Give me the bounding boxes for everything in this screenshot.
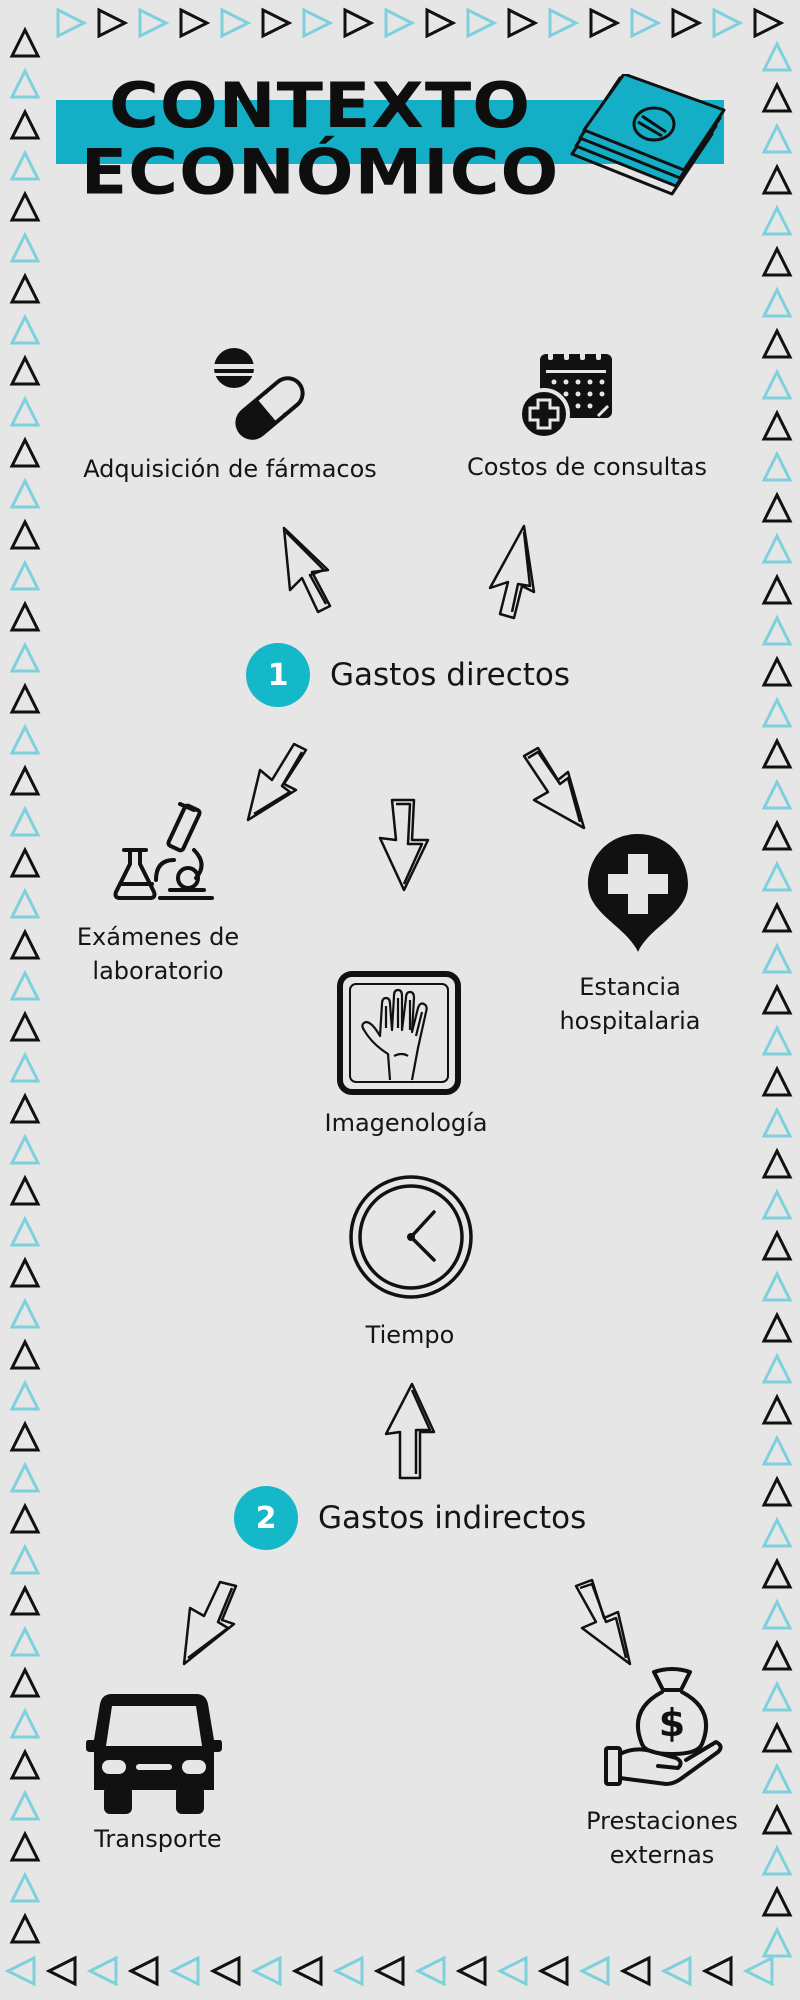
border-triangle — [550, 10, 576, 36]
border-triangle — [222, 10, 248, 36]
border-triangle — [541, 1958, 567, 1984]
border-triangle — [12, 1506, 38, 1532]
border-triangle — [99, 10, 125, 36]
border-triangle — [746, 1958, 772, 1984]
car-icon — [86, 1690, 222, 1816]
border-triangle — [427, 10, 453, 36]
border-triangle — [12, 1014, 38, 1040]
section-gastos-directos — [246, 643, 570, 707]
border-triangle — [12, 1342, 38, 1368]
border-triangle — [705, 1958, 731, 1984]
border-triangle — [140, 10, 166, 36]
border-triangle — [12, 153, 38, 179]
label-tiempo: Tiempo — [365, 1321, 455, 1349]
xray-hand-icon — [336, 970, 462, 1096]
border-triangle — [764, 1233, 790, 1259]
border-triangle — [764, 987, 790, 1013]
border-triangle — [764, 1479, 790, 1505]
border-triangle — [764, 741, 790, 767]
border-triangle — [764, 1725, 790, 1751]
arrow-to-prestaciones — [572, 1578, 636, 1668]
border-triangle — [418, 1958, 444, 1984]
border-triangle — [764, 167, 790, 193]
border-triangle — [12, 891, 38, 917]
border-triangle — [12, 1260, 38, 1286]
border-triangle — [764, 1274, 790, 1300]
page-title — [60, 70, 580, 209]
border-triangle — [764, 1110, 790, 1136]
border-triangle — [764, 1192, 790, 1218]
border-triangle — [12, 481, 38, 507]
money-stack-icon — [552, 74, 732, 214]
border-triangle — [764, 1028, 790, 1054]
border-triangle — [764, 536, 790, 562]
medical-calendar-icon — [518, 344, 618, 440]
pills-icon — [212, 346, 310, 440]
section-number-badge: 2 — [234, 1486, 298, 1550]
border-triangle — [8, 1958, 34, 1984]
border-triangle — [12, 645, 38, 671]
section-title: Gastos indirectos — [318, 1500, 587, 1536]
border-triangle — [764, 864, 790, 890]
border-triangle — [12, 522, 38, 548]
microscope-icon — [110, 800, 216, 906]
border-triangle — [304, 10, 330, 36]
border-triangle — [12, 30, 38, 56]
border-triangle — [764, 126, 790, 152]
border-triangle — [764, 946, 790, 972]
label-prestaciones — [556, 1804, 768, 1872]
border-triangle — [12, 1629, 38, 1655]
border-triangle — [764, 413, 790, 439]
label-laboratorio-line-1: Exámenes de — [76, 923, 240, 951]
border-triangle — [764, 208, 790, 234]
arrow-to-tiempo — [382, 1380, 438, 1482]
arrow-to-transporte — [178, 1578, 242, 1668]
border-triangle — [12, 317, 38, 343]
border-triangle — [764, 372, 790, 398]
border-triangle — [632, 10, 658, 36]
border-triangle — [12, 768, 38, 794]
border-triangle — [12, 276, 38, 302]
border-triangle — [12, 809, 38, 835]
border-triangle — [377, 1958, 403, 1984]
border-triangle — [764, 1397, 790, 1423]
border-triangle — [764, 700, 790, 726]
border-triangle — [336, 1958, 362, 1984]
border-triangle — [591, 10, 617, 36]
border-triangle — [12, 1424, 38, 1450]
arrow-to-consultas — [478, 522, 542, 622]
border-triangle — [764, 454, 790, 480]
border-triangle — [764, 823, 790, 849]
border-triangle — [12, 71, 38, 97]
label-laboratorio — [58, 920, 258, 988]
border-triangle — [12, 850, 38, 876]
border-triangle — [764, 85, 790, 111]
label-farmacos: Adquisición de fármacos — [83, 455, 377, 483]
border-triangle — [12, 1875, 38, 1901]
page-title-line-1: CONTEXTO — [108, 70, 532, 143]
border-triangle — [12, 604, 38, 630]
border-triangle — [623, 1958, 649, 1984]
border-triangle — [12, 973, 38, 999]
border-triangle — [12, 112, 38, 138]
border-triangle — [582, 1958, 608, 1984]
border-triangle — [764, 577, 790, 603]
border-triangle — [673, 10, 699, 36]
border-triangle — [764, 1602, 790, 1628]
money-bag-hand-icon — [602, 1666, 728, 1788]
border-triangle — [468, 10, 494, 36]
border-triangle — [181, 10, 207, 36]
label-laboratorio-line-2: laboratorio — [92, 957, 224, 985]
arrow-to-farmacos — [272, 520, 342, 616]
border-triangle — [12, 1793, 38, 1819]
border-triangle — [295, 1958, 321, 1984]
border-triangle — [764, 1438, 790, 1464]
border-triangle — [764, 495, 790, 521]
label-estancia: Estancia hospitalaria — [559, 973, 701, 1035]
border-triangle — [764, 1151, 790, 1177]
border-triangle — [764, 782, 790, 808]
border-triangle — [755, 10, 781, 36]
border-triangle — [764, 249, 790, 275]
svg-text:$: $ — [658, 1701, 686, 1745]
page-title-line-2: ECONÓMICO — [80, 136, 560, 209]
clock-icon — [348, 1174, 474, 1300]
border-triangle — [12, 1752, 38, 1778]
border-triangle — [12, 358, 38, 384]
border-triangle — [764, 1766, 790, 1792]
border-triangle — [12, 194, 38, 220]
border-triangle — [509, 10, 535, 36]
border-triangle — [12, 563, 38, 589]
border-triangle — [12, 1916, 38, 1942]
section-title: Gastos directos — [330, 657, 571, 693]
border-triangle — [764, 1315, 790, 1341]
arrow-to-imagenologia — [376, 796, 432, 894]
border-triangle — [12, 1465, 38, 1491]
label-prestaciones-line-2: externas — [609, 1841, 715, 1869]
border-triangle — [213, 1958, 239, 1984]
border-triangle — [664, 1958, 690, 1984]
border-triangle — [12, 440, 38, 466]
border-triangle — [500, 1958, 526, 1984]
border-triangle — [764, 659, 790, 685]
border-triangle — [764, 44, 790, 70]
border-triangle — [12, 1219, 38, 1245]
border-triangle — [12, 932, 38, 958]
border-triangle — [254, 1958, 280, 1984]
border-triangle — [58, 10, 84, 36]
border-triangle — [764, 1520, 790, 1546]
border-triangle — [714, 10, 740, 36]
section-number-badge: 1 — [246, 643, 310, 707]
border-triangle — [12, 399, 38, 425]
border-triangle — [764, 1561, 790, 1587]
border-triangle — [345, 10, 371, 36]
border-triangle — [12, 1383, 38, 1409]
label-transporte: Transporte — [94, 1825, 222, 1853]
arrow-to-estancia — [518, 746, 592, 832]
border-triangle — [12, 235, 38, 261]
border-triangle — [459, 1958, 485, 1984]
hospital-pin-icon — [586, 830, 690, 956]
arrow-to-laboratorio — [244, 740, 314, 824]
border-triangle — [764, 1069, 790, 1095]
border-triangle — [12, 1096, 38, 1122]
border-triangle — [12, 1547, 38, 1573]
border-triangle — [12, 686, 38, 712]
border-triangle — [12, 1178, 38, 1204]
label-prestaciones-line-1: Prestaciones — [586, 1807, 738, 1835]
border-triangle — [12, 1711, 38, 1737]
label-imagenologia: Imagenología — [324, 1109, 488, 1137]
border-triangle — [386, 10, 412, 36]
border-triangle — [12, 1834, 38, 1860]
border-triangle — [764, 1643, 790, 1669]
border-triangle — [12, 1670, 38, 1696]
border-triangle — [172, 1958, 198, 1984]
border-triangle — [764, 331, 790, 357]
border-triangle — [12, 1055, 38, 1081]
border-triangle — [12, 1301, 38, 1327]
border-triangle — [764, 1356, 790, 1382]
border-triangle — [90, 1958, 116, 1984]
border-triangle — [49, 1958, 75, 1984]
border-triangle — [764, 618, 790, 644]
border-triangle — [131, 1958, 157, 1984]
border-triangle — [764, 1930, 790, 1956]
border-triangle — [764, 1889, 790, 1915]
border-triangle — [12, 727, 38, 753]
border-triangle — [764, 1684, 790, 1710]
border-triangle — [12, 1137, 38, 1163]
border-triangle — [263, 10, 289, 36]
border-triangle — [764, 290, 790, 316]
border-triangle — [764, 905, 790, 931]
section-gastos-indirectos — [234, 1486, 586, 1550]
label-consultas: Costos de consultas — [467, 453, 707, 481]
border-triangle — [12, 1588, 38, 1614]
